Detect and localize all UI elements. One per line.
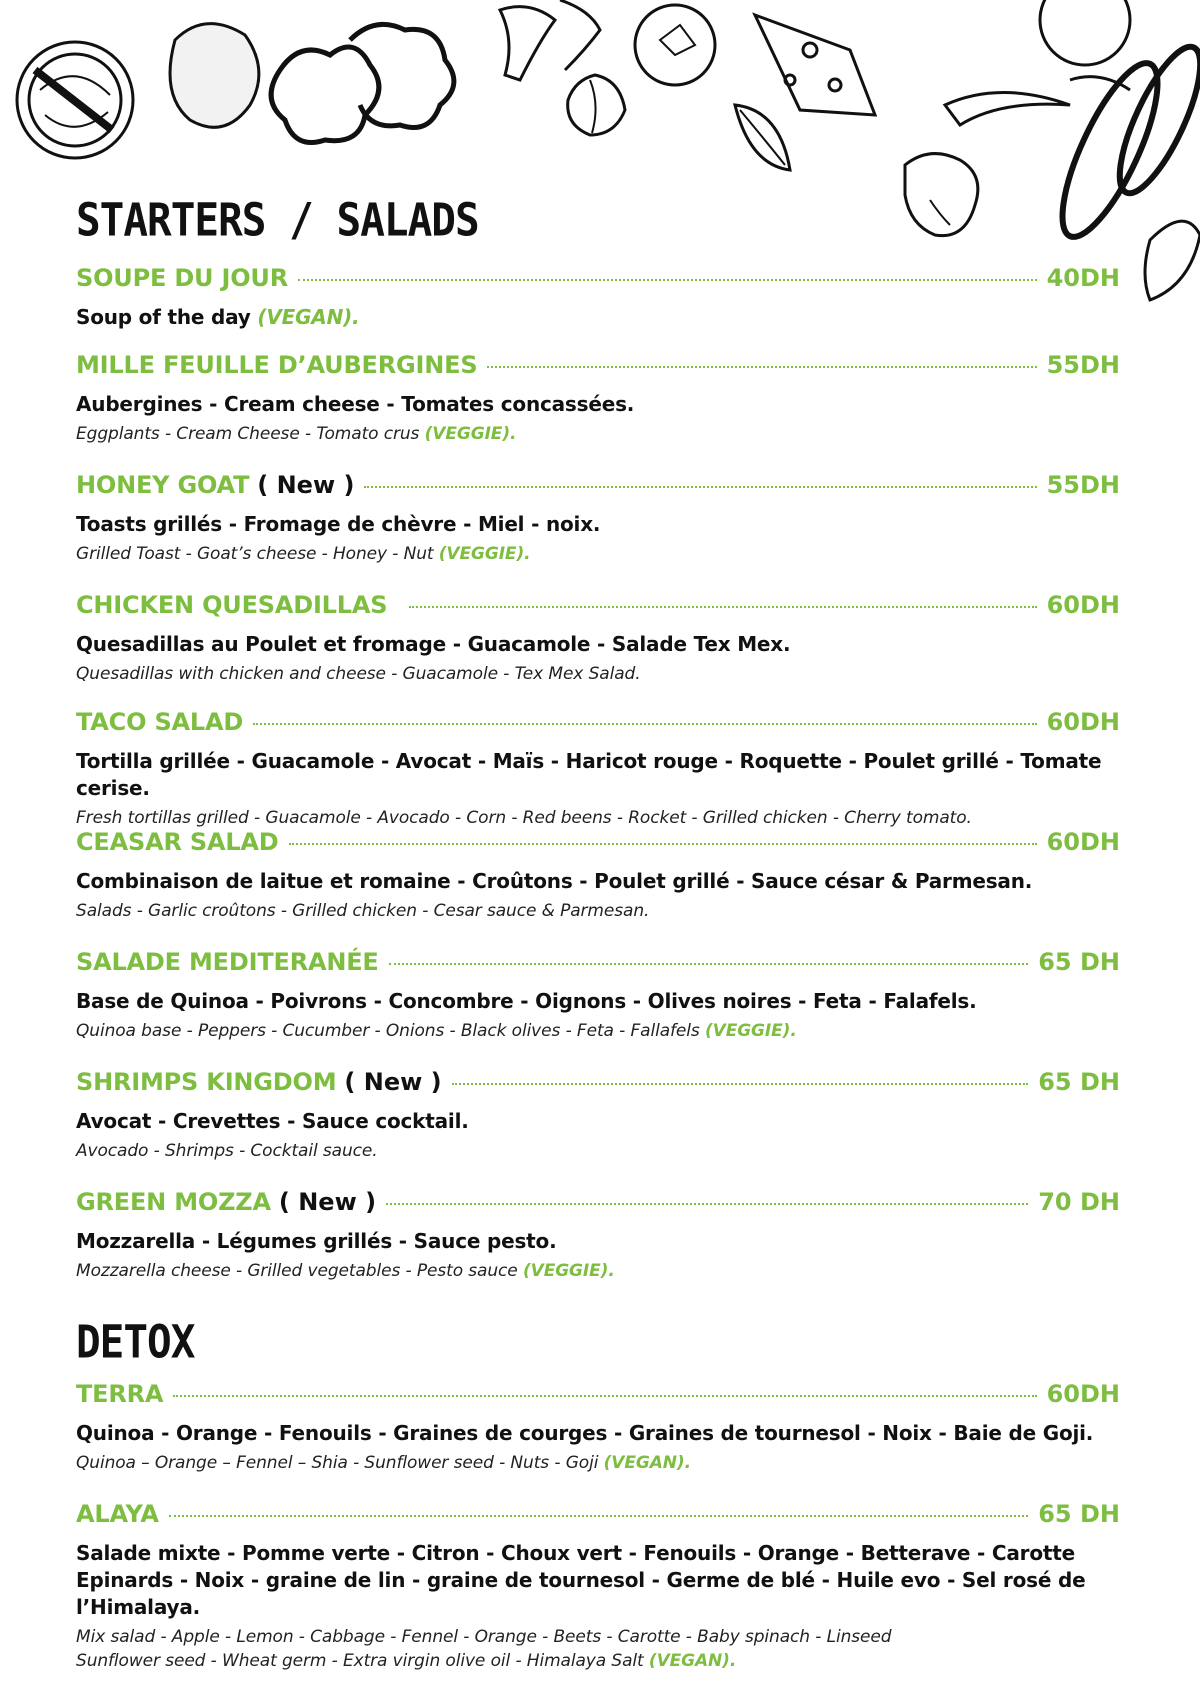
dot-leader <box>298 279 1037 281</box>
item-header <box>76 1380 1120 1414</box>
item-name: HONEY GOAT <box>76 471 250 499</box>
item-description-en <box>76 422 1120 446</box>
tomato-slice-icon <box>17 42 133 158</box>
diet-tag: (VEGGIE). <box>424 424 517 444</box>
item-description-en: Mix salad - Apple - Lemon - Cabbage - Fennel - Orange - Beets - Carotte - Baby spinach - Linseed <box>76 1627 892 1647</box>
dot-leader <box>173 1395 1036 1397</box>
menu-item <box>76 1380 1120 1475</box>
dot-leader <box>452 1083 1029 1085</box>
diet-tag: (VEGAN). <box>648 1651 737 1671</box>
item-description-fr: Tortilla grillée - Guacamole - Avocat - Maïs - Haricot rouge - Roquette - Poulet grillé - Tomate cerise. <box>76 749 1102 800</box>
diet-tag: (VEGAN). <box>603 1453 691 1473</box>
item-header <box>76 264 1120 298</box>
dot-leader <box>386 1203 1028 1205</box>
menu-item <box>76 708 1120 830</box>
item-description-fr: Combinaison de laitue et romaine - Croûtons - Poulet grillé - Sauce césar & Parmesan. <box>76 869 1033 893</box>
item-name: ALAYA <box>76 1500 159 1528</box>
item-description-fr: Base de Quinoa - Poivrons - Concombre - Oignons - Olives noires - Feta - Falafels. <box>76 989 977 1013</box>
mushroom-icon <box>500 0 600 80</box>
dot-leader <box>409 606 1036 608</box>
item-header <box>76 591 1120 625</box>
item-header <box>76 828 1120 862</box>
item-name: MILLE FEUILLE D’AUBERGINES <box>76 351 478 379</box>
item-description-en: Fresh tortillas grilled - Guacamole - Avocado - Corn - Red beens - Rocket - Grilled chicken - Cherry tomato. <box>76 808 972 828</box>
dot-leader <box>169 1515 1028 1517</box>
item-header <box>76 1068 1120 1102</box>
section-title-starters: STARTERS / SALADS <box>76 193 479 247</box>
item-name: SALADE MEDITERANÉE <box>76 948 379 976</box>
item-price: 60DH <box>1046 591 1120 619</box>
item-price: 65 DH <box>1038 1068 1120 1096</box>
description-text: Eggplants - Cream Cheese - Tomato crus <box>76 424 420 444</box>
item-price: 55DH <box>1046 351 1120 379</box>
cherry-tomato-icon <box>1040 0 1130 90</box>
item-description-en <box>76 1259 1120 1283</box>
item-description-fr: Quinoa - Orange - Fenouils - Graines de courges - Graines de tournesol - Noix - Baie de Goji. <box>76 1421 1094 1445</box>
item-description-en: Salads - Garlic croûtons - Grilled chicken - Cesar sauce & Parmesan. <box>76 901 650 921</box>
new-badge: ( New ) <box>344 1068 442 1096</box>
onion-icon <box>568 75 625 135</box>
dot-leader <box>289 843 1037 845</box>
item-header <box>76 351 1120 385</box>
item-name: CHICKEN QUESADILLAS <box>76 591 388 619</box>
item-description-en-line2 <box>76 1649 1120 1673</box>
item-price: 55DH <box>1046 471 1120 499</box>
item-description-fr: Mozzarella - Légumes grillés - Sauce pesto. <box>76 1229 557 1253</box>
item-header <box>76 471 1120 505</box>
diet-tag: (VEGGIE). <box>522 1261 615 1281</box>
basil-leaf-icon <box>735 105 790 170</box>
description-text: Quinoa – Orange – Fennel – Shia - Sunflower seed - Nuts - Goji <box>76 1453 599 1473</box>
item-price: 40DH <box>1046 264 1120 292</box>
item-description-en: Quesadillas with chicken and cheese - Guacamole - Tex Mex Salad. <box>76 664 641 684</box>
item-price: 65 DH <box>1038 948 1120 976</box>
item-name: SHRIMPS KINGDOM <box>76 1068 337 1096</box>
item-price: 60DH <box>1046 708 1120 736</box>
item-price: 60DH <box>1046 1380 1120 1408</box>
item-name: SOUPE DU JOUR <box>76 264 288 292</box>
menu-item <box>76 1500 1120 1673</box>
item-description-fr: Avocat - Crevettes - Sauce cocktail. <box>76 1109 469 1133</box>
item-description-fr <box>76 304 1120 331</box>
description-text: Soup of the day <box>76 305 251 329</box>
item-name: TERRA <box>76 1380 164 1408</box>
section-title-detox: DETOX <box>76 1315 195 1369</box>
item-price: 60DH <box>1046 828 1120 856</box>
zucchini-slices-icon <box>1044 37 1200 248</box>
diet-tag: (VEGGIE). <box>438 544 531 564</box>
item-header <box>76 708 1120 742</box>
item-name: CEASAR SALAD <box>76 828 279 856</box>
item-price: 65 DH <box>1038 1500 1120 1528</box>
mushroom-slice-icon <box>905 154 978 236</box>
item-name: GREEN MOZZA <box>76 1188 271 1216</box>
dot-leader <box>487 366 1036 368</box>
menu-item <box>76 1068 1120 1163</box>
description-text: Sunflower seed - Wheat germ - Extra virgin olive oil - Himalaya Salt <box>76 1651 644 1671</box>
item-description-fr: Aubergines - Cream cheese - Tomates concassées. <box>76 392 635 416</box>
item-description-fr: Salade mixte - Pomme verte - Citron - Choux vert - Fenouils - Orange - Betterave - Carotte <box>76 1541 1075 1565</box>
item-header <box>76 948 1120 982</box>
tomato-icon <box>635 5 715 85</box>
menu-item <box>76 1188 1120 1283</box>
leaf-icon <box>1145 221 1200 300</box>
item-name: TACO SALAD <box>76 708 244 736</box>
dot-leader <box>253 723 1036 725</box>
item-header <box>76 1500 1120 1534</box>
item-description-en: Avocado - Shrimps - Cocktail sauce. <box>76 1141 378 1161</box>
new-badge: ( New ) <box>278 1188 377 1216</box>
diet-tag: (VEGGIE). <box>704 1021 797 1041</box>
menu-item <box>76 591 1120 686</box>
diet-tag: (VEGAN). <box>257 305 360 329</box>
item-description-en <box>76 1451 1120 1475</box>
item-description-fr-line2: Epinards - Noix - graine de lin - graine de tournesol - Germe de blé - Huile evo - Sel rosé de l’Himalaya. <box>76 1568 1086 1619</box>
dot-leader <box>364 486 1036 488</box>
cheese-icon <box>755 15 875 115</box>
item-description-fr: Toasts grillés - Fromage de chèvre - Miel - noix. <box>76 512 601 536</box>
item-header <box>76 1188 1120 1222</box>
chili-icon <box>945 93 1070 126</box>
menu-item <box>76 264 1120 331</box>
item-description-fr: Quesadillas au Poulet et fromage - Guacamole - Salade Tex Mex. <box>76 632 791 656</box>
menu-item <box>76 828 1120 923</box>
pepper-rings-icon <box>170 24 454 143</box>
item-description-en <box>76 1019 1120 1043</box>
menu-item <box>76 948 1120 1043</box>
description-text: Quinoa base - Peppers - Cucumber - Onions - Black olives - Feta - Fallafels <box>76 1021 700 1041</box>
item-description-en <box>76 542 1120 566</box>
menu-item <box>76 351 1120 446</box>
new-badge: ( New ) <box>257 471 355 499</box>
item-price: 70 DH <box>1038 1188 1120 1216</box>
description-text: Mozzarella cheese - Grilled vegetables - Pesto sauce <box>76 1261 518 1281</box>
menu-item <box>76 471 1120 566</box>
description-text: Grilled Toast - Goat’s cheese - Honey - Nut <box>76 544 434 564</box>
dot-leader <box>389 963 1029 965</box>
